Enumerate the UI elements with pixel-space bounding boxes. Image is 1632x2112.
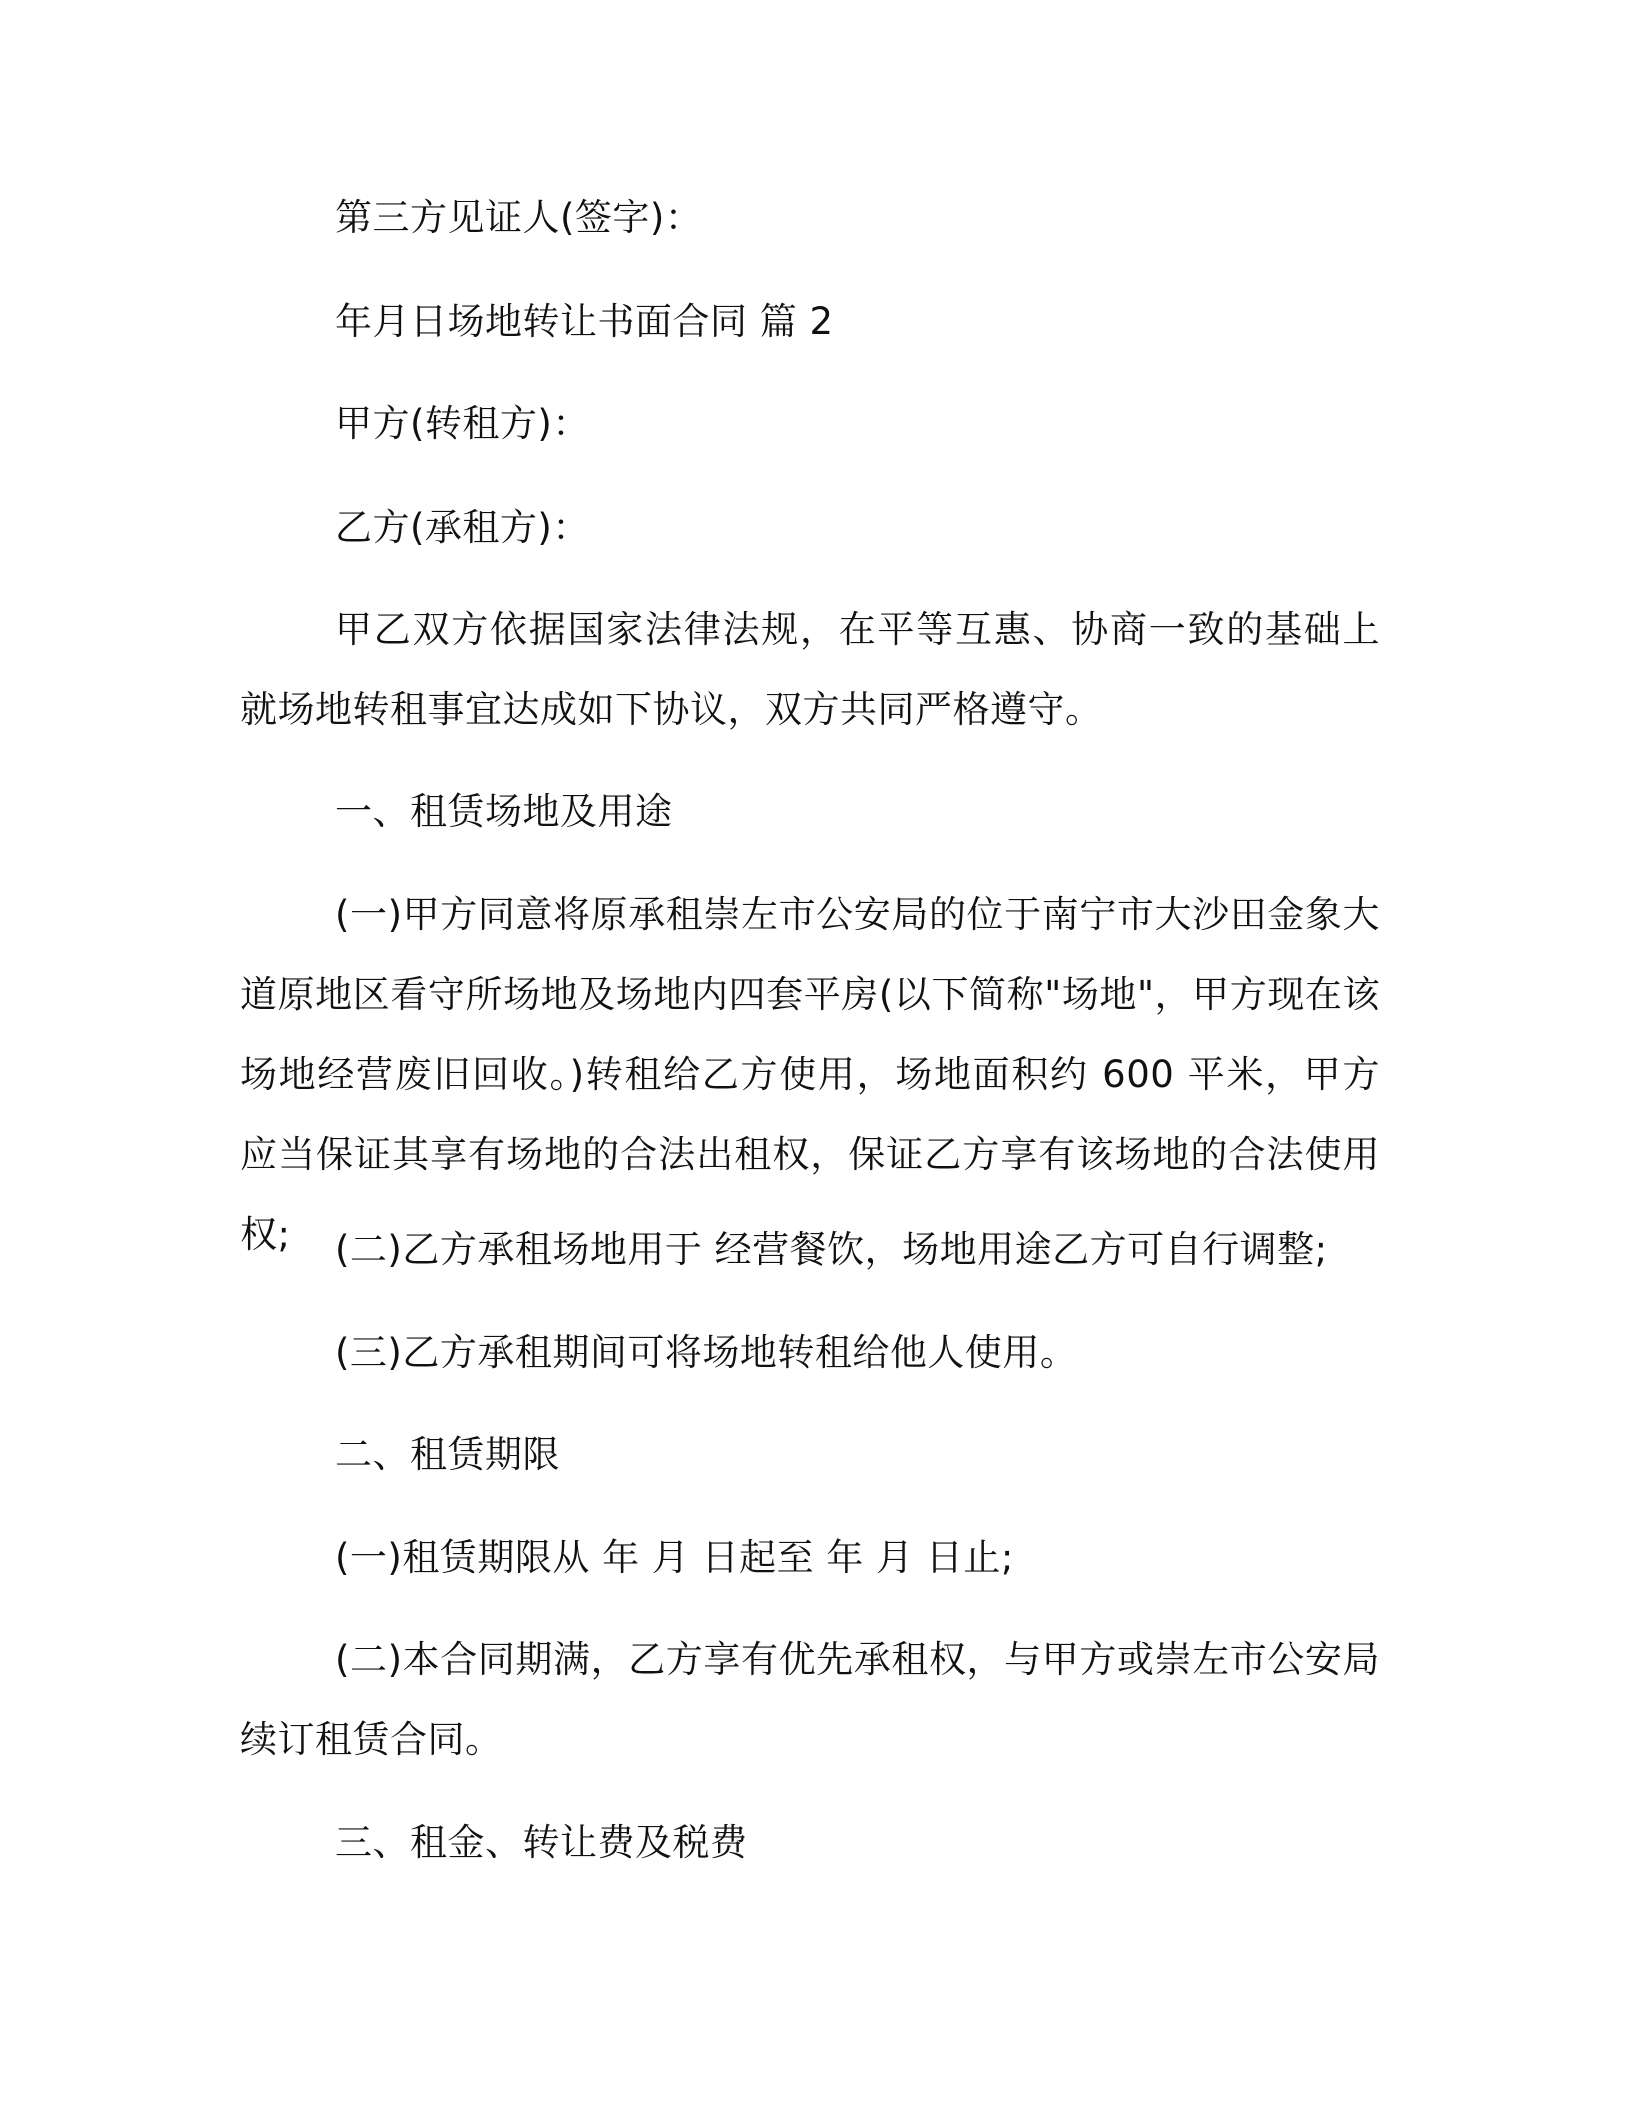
section-2-item-2: (二)本合同期满，乙方享有优先承租权，与甲方或崇左市公安局续订租赁合同。 — [240, 1638, 1380, 1761]
section-1-item-1: (一)甲方同意将原承租崇左市公安局的位于南宁市大沙田金象大道原地区看守所场地及场地内四套平房(以下简称"场地"，甲方现在该场地经营废旧回收。)转租给乙方使用，场地面积约 600 平米，甲方应当保证其享有场地的合法出租权，保证乙方享有该场地的合法使用权; — [240, 893, 1380, 1256]
section-2-item-1: (一)租赁期限从 年 月 日起至 年 月 日止; — [335, 1536, 1014, 1579]
party-b-line: 乙方(承租方)： — [335, 506, 590, 549]
section-1-item-2: (二)乙方承租场地用于 经营餐饮，场地用途乙方可自行调整; — [335, 1228, 1328, 1271]
section-1-item-3: (三)乙方承租期间可将场地转租给他人使用。 — [335, 1331, 1078, 1374]
section-3-heading: 三、租金、转让费及税费 — [335, 1821, 748, 1864]
section-2-heading: 二、租赁期限 — [335, 1433, 560, 1476]
party-a-line: 甲方(转租方)： — [335, 402, 590, 445]
witness-signature-line: 第三方见证人(签字)： — [335, 196, 703, 239]
contract-title: 年月日场地转让书面合同 篇 2 — [335, 300, 834, 343]
section-1-heading: 一、租赁场地及用途 — [335, 790, 673, 833]
intro-paragraph: 甲乙双方依据国家法律法规，在平等互惠、协商一致的基础上就场地转租事宜达成如下协议，双方共同严格遵守。 — [240, 608, 1380, 731]
